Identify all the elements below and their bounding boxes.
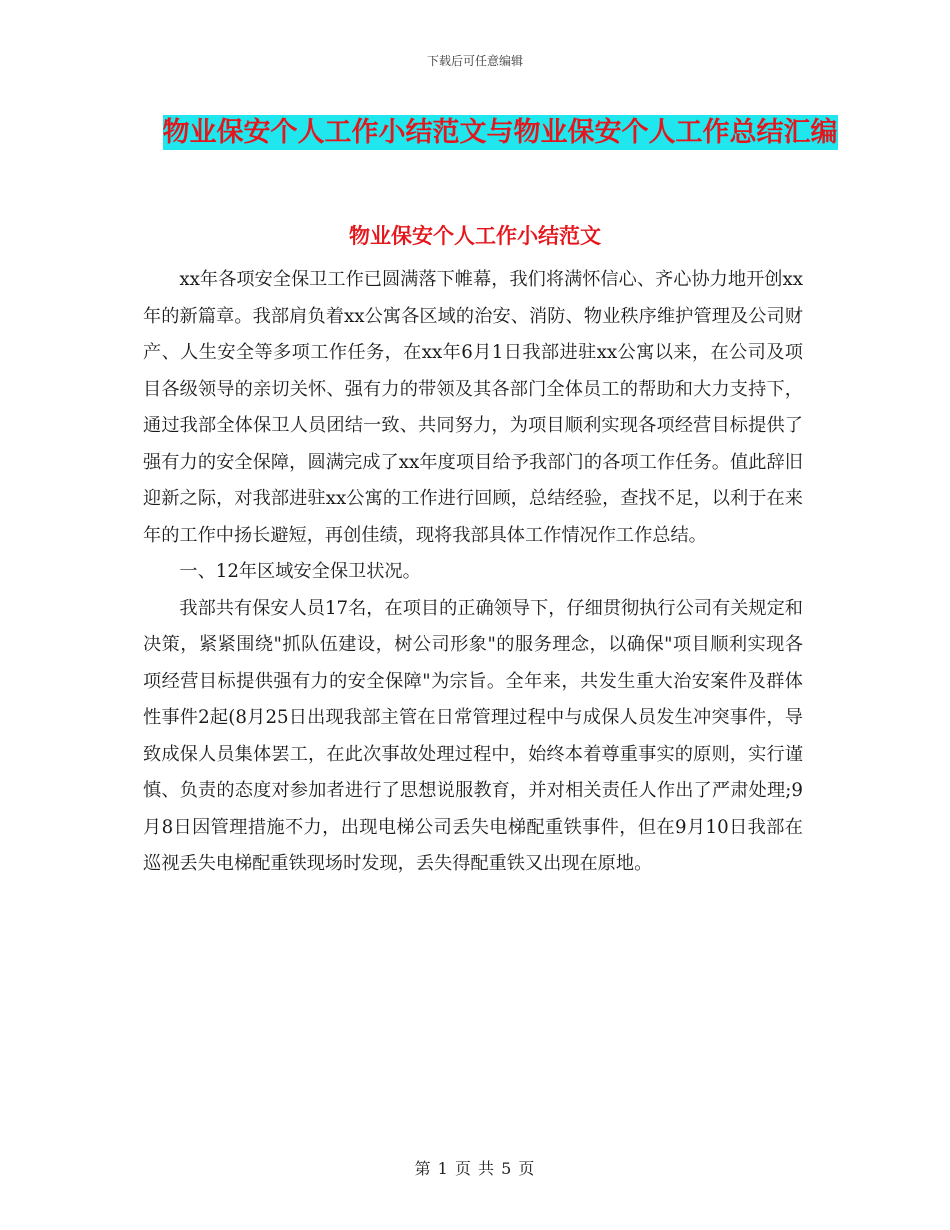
document-body — [143, 262, 803, 883]
header-note: 下载后可任意编辑 — [426, 54, 523, 68]
paragraph-2: 一、12年区域安全保卫状况。 — [179, 561, 421, 582]
paragraph-3: 我部共有保安人员17名，在项目的正确领导下，仔细贯彻执行公司有关规定和决策，紧紧围绕"抓队伍建设，树公司形象"的服务理念，以确保"项目顺利实现各项经营目标提供强有力的安全保障"为宗旨。全年来，共发生重大治安案件及群体性事件2起(8月25日出现我部主管在日常管理过程中与成保人员发生冲突事件，导致成保人员集体罢工，在此次事故处理过程中，始终本着尊重事实的原则，实行谨慎、负责的态度对参加者进行了思想说服教育，并对相关责任人作出了严肃处理;9月8日因管理措施不力，出现电梯公司丢失电梯配重铁事件，但在9月10日我部在巡视丢失电梯配重铁现场时发现，丢失得配重铁又出现在原地。 — [143, 597, 803, 874]
document-title-text: 物业保安个人工作小结范文与物业保安个人工作总结汇编 — [162, 117, 838, 148]
section-title: 物业保安个人工作小结范文 — [349, 224, 601, 248]
document-title — [160, 110, 840, 155]
paragraph-1: xx年各项安全保卫工作已圆满落下帷幕，我们将满怀信心、齐心协力地开创xx年的新篇章。我部肩负着xx公寓各区域的治安、消防、物业秩序维护管理及公司财产、人生安全等多项工作任务，在xx年6月1日我部进驻xx公寓以来，在公司及项目各级领导的亲切关怀、强有力的带领及其各部门全体员工的帮助和大力支持下，通过我部全体保卫人员团结一致、共同努力，为项目顺利实现各项经营目标提供了强有力的安全保障，圆满完成了xx年度项目给予我部门的各项工作任务。值此辞旧迎新之际，对我部进驻xx公寓的工作进行回顾，总结经验，查找不足，以利于在来年的工作中扬长避短，再创佳绩，现将我部具体工作情况作工作总结。 — [143, 269, 803, 546]
page-footer: 第 1 页 共 5 页 — [414, 1159, 536, 1178]
